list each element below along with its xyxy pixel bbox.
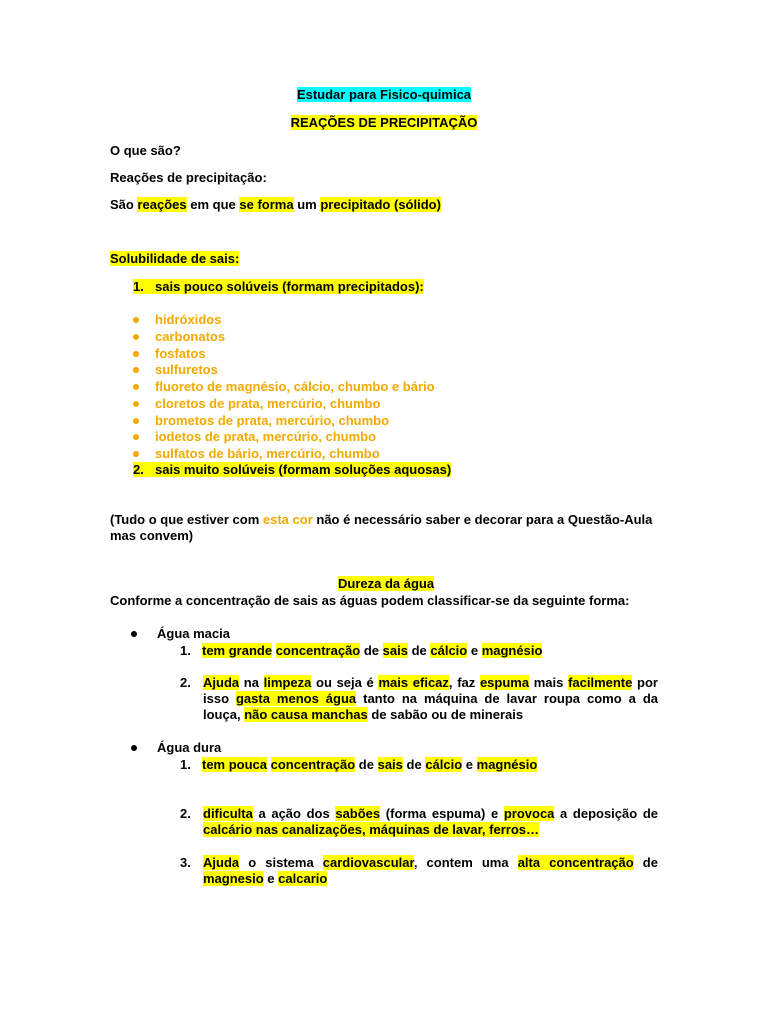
definition-line: São reações em que se forma um precipitado (sólido) [110,197,441,212]
hard-water-item-3: Ajuda o sistema cardiovascular, contem uma alta concentração de magnesio e calcario [203,855,658,886]
list-item: sulfuretos [155,362,218,377]
list-item: hidróxidos [155,312,222,327]
solubility-item-1: 1. sais pouco solúveis (formam precipitados): [133,279,424,294]
hardness-intro: Conforme a concentração de sais as águas podem classificar-se da seguinte forma: [110,593,630,608]
definition-heading: Reações de precipitação: [110,170,267,185]
hardness-heading: Dureza da água [338,576,435,591]
color-note: (Tudo o que estiver com esta cor não é necessário saber e decorar para a Questão-Aula mas convem) [110,512,653,543]
soft-water-item-1: 1. tem grande concentração de sais de cálcio e magnésio [180,643,543,658]
soft-water-item-2-number: 2. [180,675,191,690]
solubility-heading: Solubilidade de sais: [110,251,240,266]
bullet-icon [133,317,139,323]
list-item: iodetos de prata, mercúrio, chumbo [155,429,377,444]
list-item: fosfatos [155,346,206,361]
document-subtitle: REAÇÕES DE PRECIPITAÇÃO [290,115,478,130]
bullet-icon [133,418,139,424]
hard-water-item-2-number: 2. [180,806,191,821]
soft-water-label: Água macia [157,626,230,641]
bullet-icon [133,334,139,340]
bullet-icon [133,434,139,440]
list-item: fluoreto de magnésio, cálcio, chumbo e bário [155,379,435,394]
list-item: carbonatos [155,329,226,344]
list-item: cloretos de prata, mercúrio, chumbo [155,396,381,411]
bullet-icon [133,451,139,457]
bullet-icon [131,631,137,637]
hard-water-item-3-number: 3. [180,855,191,870]
bullet-icon [133,351,139,357]
soft-water-item-2: Ajuda na limpeza ou seja é mais eficaz, faz espuma mais facilmente por isso gasta menos água tanto na máquina de lavar roupa como a da louça, não causa manchas de sabão ou de minerais [203,675,658,722]
hard-water-label: Água dura [157,740,222,755]
list-item: sulfatos de bário, mercúrio, chumbo [155,446,380,461]
bullet-icon [133,367,139,373]
question-what: O que são? [110,143,181,158]
bullet-icon [133,401,139,407]
bullet-icon [133,384,139,390]
solubility-item-2: 2. sais muito solúveis (formam soluções aquosas) [133,462,452,477]
bullet-icon [131,745,137,751]
document-title: Estudar para Fisico-quimica [296,87,472,102]
hard-water-item-2: dificulta a ação dos sabões (forma espuma) e provoca a deposição de calcário nas canalizações, máquinas de lavar, ferros… [203,806,658,837]
hard-water-item-1: 1. tem pouca concentração de sais de cálcio e magnésio [180,757,538,772]
list-item: brometos de prata, mercúrio, chumbo [155,413,390,428]
